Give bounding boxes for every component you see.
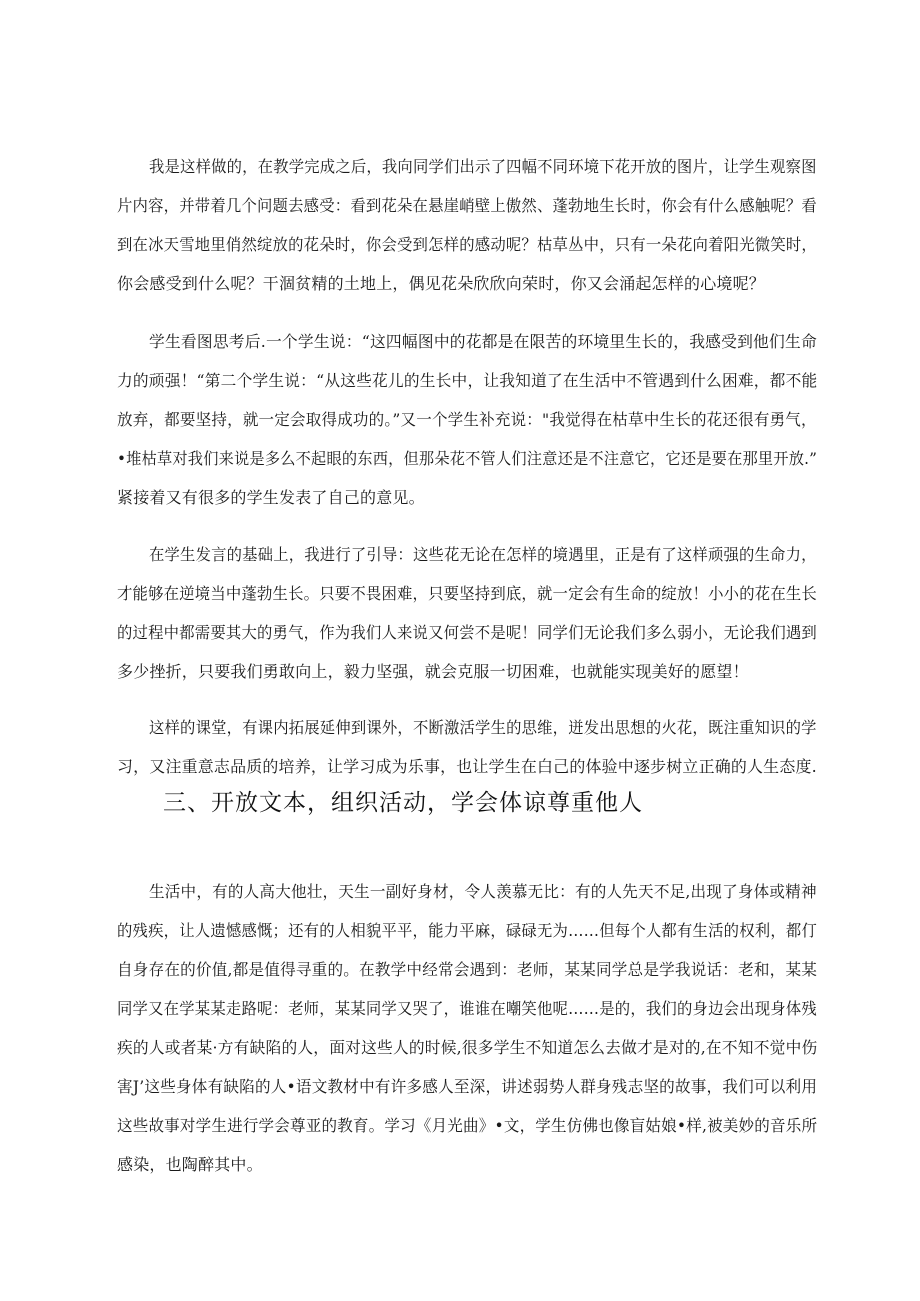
section-paragraph-line-1: 生活中，有的人高大他壮，天生一副好身材，令人羡慕无比：有的人先天不足,出现了身体或精神 [149,882,817,901]
paragraph-4-line-1: 这样的课堂，有课内拓展延伸到课外，不断激活学生的思维，迸发出思想的火花，既注重知识的学 [149,718,817,737]
paragraph-1-line-3: 到在冰天雪地里俏然绽放的花朵时，你会受到怎样的感动呢？枯草丛中，只有一朵花向着阳光微笑时， [117,235,818,254]
paragraph-2-line-5: 紧接着又有很多的学生发表了自己的意见。 [117,488,425,507]
paragraph-2-line-3: 放弃，都要坚持，就一定会取得成功的。”又一个学生补充说："我觉得在枯草中生长的花还很有勇气， [117,410,817,429]
paragraph-1-line-4: 你会感受到什么呢？干涸贫精的土地上，偶见花朵欣欣向荣时，你又会涌起怎样的心境呢？ [117,274,766,293]
paragraph-3-line-4: 多少挫折，只要我们勇敢向上，毅力坚强，就会克服一切困难，也就能实现美好的愿望！ [117,662,749,681]
section-paragraph-line-5: 疾的人或者某·方有缺陷的人，面对这些人的时候,很多学生不知道怎么去做才是对的,在不知不觉中伤 [117,1038,818,1057]
paragraph-2-line-4: •堆枯草对我们来说是多么不起眼的东西，但那朵花不管人们注意还是不注意它，它还是要在那里开放.” [117,449,818,468]
paragraph-1-line-2: 片内容，并带着几个问题去感受：看到花朵在悬崖峭壁上傲然、蓬勃地生长时，你会有什么感触呢？看 [117,196,818,215]
paragraph-1-line-1: 我是这样做的，在教学完成之后，我向同学们出示了四幅不同环境下花开放的图片，让学生观察图 [149,157,817,176]
paragraph-3-line-3: 的过程中都需要其大的勇气，作为我们人来说又何尝不是呢！同学们无论我们多么弱小，无论我们遇到 [117,623,818,642]
section-paragraph-line-8: 感染，也陶醉其中。 [117,1155,263,1174]
section-paragraph-line-3: 自身存在的价值,都是值得寻重的。在教学中经常会遇到：老师，某某同学总是学我说话：老和，某某 [117,960,818,979]
paragraph-3-line-1: 在学生发言的基础上，我进行了引导：这些花无论在怎样的境遇里，正是有了这样顽强的生命力， [149,545,817,564]
section-paragraph-line-7: 这些故事对学生进行学会尊亚的教育。学习《月光曲》•文，学生仿佛也像盲姑娘•样,被美妙的音乐所 [117,1116,818,1135]
paragraph-4-line-2: 习，又注重意志品质的培养，让学习成为乐事，也让学生在白己的体验中逐步树立正确的人生态度. [117,757,817,776]
section-heading: 三、开放文本，组织活动，学会体谅尊重他人 [163,790,643,816]
paragraph-2-line-1: 学生看图思考后.一个学生说：“这四幅图中的花都是在限苦的环境里生长的，我感受到他们生命 [149,332,817,351]
section-paragraph-line-6: 害J’这些身体有缺陷的人•语文教材中有许多感人至深，讲述弱势人群身残志坚的故事，我们可以利用 [117,1077,818,1096]
paragraph-2-line-2: 力的顽强！“第二个学生说：“从这些花儿的生长中，让我知道了在生活中不管遇到什么困难，都不能 [117,371,818,390]
section-paragraph-line-2: 的残疾，让人遗憾感慨；还有的人相貌平平，能力平麻，碌碌无为……但每个人都有生活的权利，都仃 [117,921,818,940]
paragraph-3-line-2: 才能够在逆境当中蓬勃生长。只要不畏困难，只要坚持到底，就一定会有生命的绽放！小小的花在生长 [117,584,818,603]
section-paragraph-line-4: 同学又在学某某走路呢：老师，某某同学又哭了，谁谁在嘲笑他呢……是的，我们的身边会出现身体残 [117,999,818,1018]
